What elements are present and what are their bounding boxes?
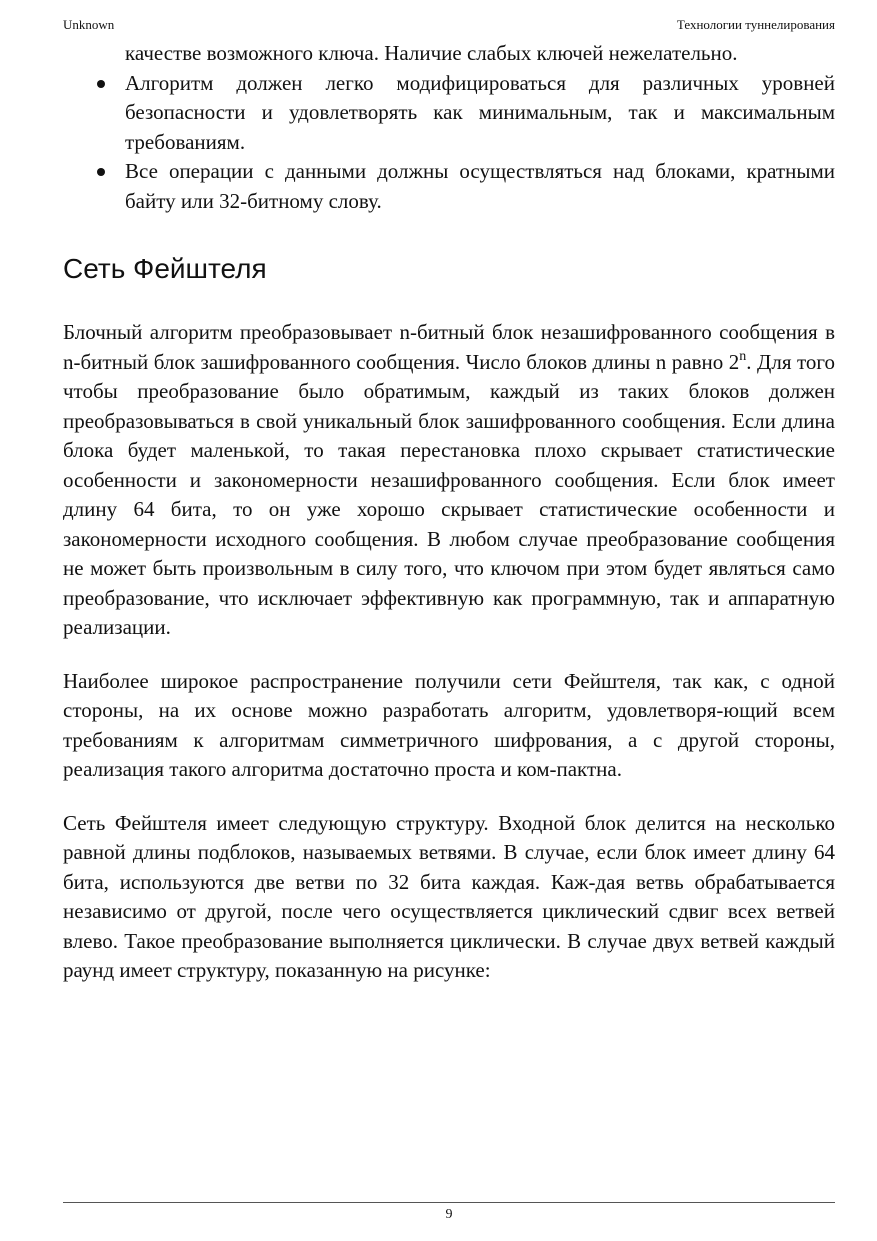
list-item-text: Все операции с данными должны осуществляться над блоками, кратными байту или 32-битному слову. bbox=[125, 159, 835, 213]
list-item-text: Алгоритм должен легко модифицироваться для различных уровней безопасности и удовлетворять как минимальным, так и максимальным требованиям. bbox=[125, 70, 835, 154]
bullet-icon bbox=[97, 168, 105, 176]
continued-list-item-text: качестве возможного ключа. Наличие слабых ключей нежелательно. bbox=[125, 41, 738, 65]
list-item bbox=[63, 157, 835, 216]
requirements-list bbox=[63, 69, 835, 217]
paragraph-text-before-superscript: Блочный алгоритм преобразовывает n-битный блок незашифрованного сообщения в n-битный блок зашифрованного сообщения. Число блоков длины n равно 2 bbox=[63, 320, 835, 374]
paragraph-feistel-structure: Сеть Фейштеля имеет следующую структуру. Входной блок делится на несколько равной длины подблоков, называемых ветвями. В случае, если блок имеет длину 64 бита, используются две ветви по 32 бита каждая. Каж-дая ветвь обрабатывается независимо от другой, после чего осуществляется циклический сдвиг всех ветвей влево. Такое преобразование выполняется циклически. В случае двух ветвей каждый раунд имеет структуру, показанную на рисунке: bbox=[63, 810, 835, 982]
section-heading: Сеть Фейштеля bbox=[63, 253, 267, 284]
paragraph-text-after-superscript: . Для того чтобы преобразование было обратимым, каждый из таких блоков должен преобразовываться в свой уникальный блок зашифрованного сообщения. Если длина блока будет маленькой, то такая перестановка плохо скрывает статистические особенности и закономерности незашифрованного сообщения. Если блок имеет длину 64 бита, то он уже хорошо скрывает статистические особенности и закономерности исходного сообщения. В любом случае преобразование сообщения не может быть произвольным в силу того, что ключом при этом будет являться само преобразование, что исключает эффективную как программную, так и аппаратную реализации. bbox=[63, 349, 835, 639]
footer-divider bbox=[63, 1202, 835, 1203]
page-number: 9 bbox=[445, 1207, 453, 1222]
superscript-n: n bbox=[739, 348, 747, 364]
paragraph-block-cipher bbox=[63, 318, 835, 643]
page-content bbox=[63, 39, 835, 1010]
paragraph-feistel-usage: Наиболее широкое распространение получили сети Фейштеля, так как, с одной стороны, на их основе можно разработать алгоритм, удовлетворя-ющий всем требованиям к алгоритмам симметричного шифрования, а с другой стороны, реализация такого алгоритма достаточно проста и ком-пактна. bbox=[63, 668, 835, 781]
header-left-text: Unknown bbox=[63, 17, 115, 32]
header-right-text: Технологии туннелирования bbox=[676, 17, 835, 32]
bullet-icon bbox=[97, 80, 105, 88]
list-item bbox=[63, 69, 835, 158]
